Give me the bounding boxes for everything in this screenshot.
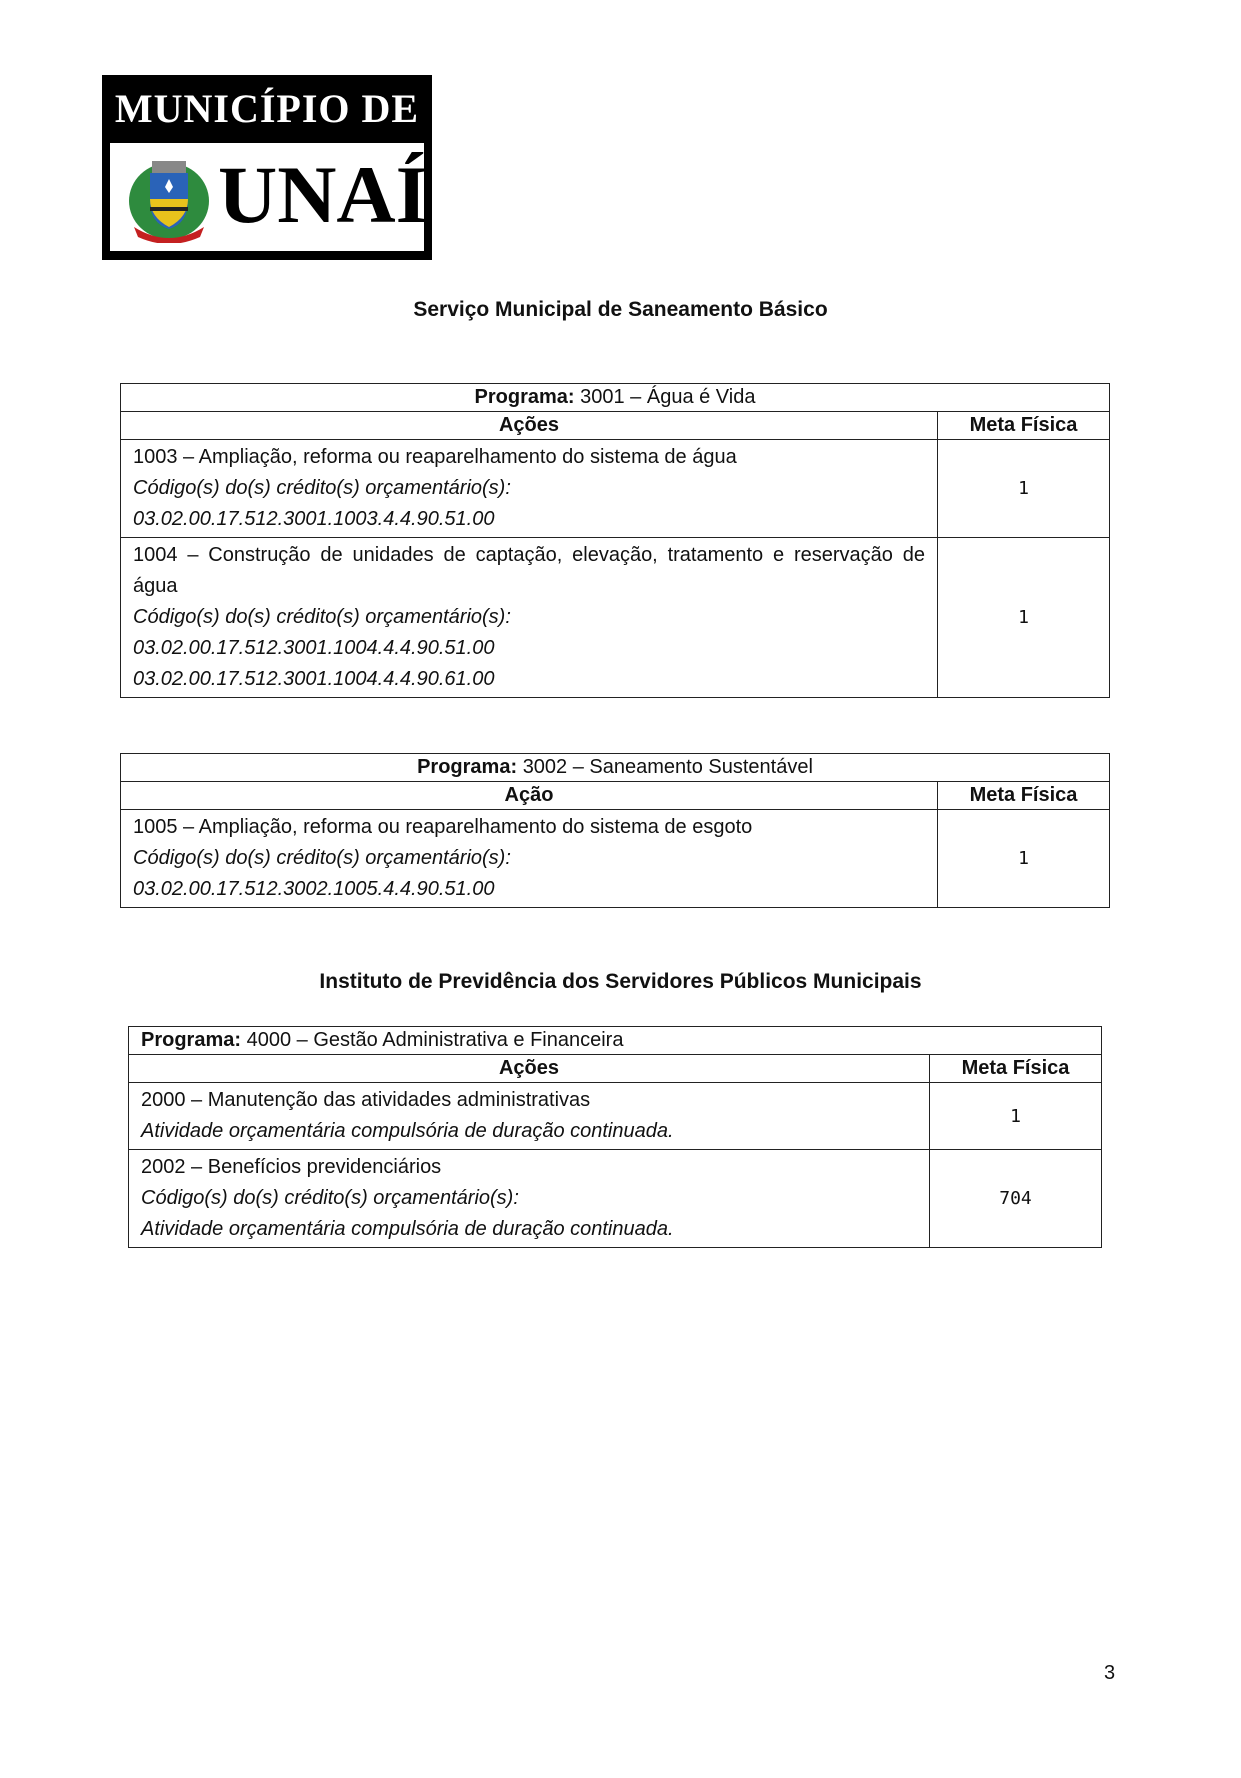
- page-number: 3: [1104, 1662, 1116, 1684]
- column-header-acoes: Ações: [129, 1055, 930, 1083]
- meta-value: 704: [930, 1150, 1102, 1248]
- column-header-acao: Ação: [121, 782, 938, 810]
- action-cell: 1005 – Ampliação, reforma ou reaparelhamento do sistema de esgoto Código(s) do(s) crédito(s) orçamentário(s): 03.02.00.17.512.3002.1005.4.4.90.51.00: [121, 810, 938, 908]
- section-title-previdencia: Instituto de Previdência dos Servidores Públicos Municipais: [319, 970, 922, 993]
- column-header-meta: Meta Física: [938, 412, 1110, 440]
- program-table-4000: [128, 1026, 1102, 1248]
- coat-of-arms-icon: [124, 153, 214, 243]
- municipality-logo: [102, 75, 432, 260]
- table-row: [129, 1083, 1102, 1150]
- program-header: Programa: 4000 – Gestão Administrativa e Financeira: [129, 1027, 1102, 1055]
- column-header-meta: Meta Física: [938, 782, 1110, 810]
- action-cell: 2002 – Benefícios previdenciários Código(s) do(s) crédito(s) orçamentário(s): Atividade orçamentária compulsória de duração continuada.: [129, 1150, 930, 1248]
- logo-inner-box: [110, 143, 428, 251]
- table-row: [121, 440, 1110, 538]
- action-cell: 1003 – Ampliação, reforma ou reaparelhamento do sistema de água Código(s) do(s) crédito(s) orçamentário(s): 03.02.00.17.512.3001.1003.4.4.90.51.00: [121, 440, 938, 538]
- program-header: Programa: 3001 – Água é Vida: [121, 384, 1110, 412]
- table-row: [121, 810, 1110, 908]
- table-row: [129, 1150, 1102, 1248]
- action-cell: 2000 – Manutenção das atividades administrativas Atividade orçamentária compulsória de duração continuada.: [129, 1083, 930, 1150]
- meta-value: 1: [930, 1083, 1102, 1150]
- logo-line-1: MUNICÍPIO DE: [114, 86, 420, 131]
- column-header-meta: Meta Física: [930, 1055, 1102, 1083]
- table-row: [121, 538, 1110, 698]
- action-cell: 1004 – Construção de unidades de captação, elevação, tratamento e reservação de água Código(s) do(s) crédito(s) orçamentário(s): 03.02.00.17.512.3001.1004.4.4.90.51.00 03.02.00.17.512.3001.1004.4.4.90.61.00: [121, 538, 938, 698]
- program-header: Programa: 3002 – Saneamento Sustentável: [121, 754, 1110, 782]
- logo-line-2: UNAÍ: [218, 149, 428, 240]
- meta-value: 1: [938, 440, 1110, 538]
- column-header-acoes: Ações: [121, 412, 938, 440]
- section-title-saneamento: Serviço Municipal de Saneamento Básico: [413, 298, 828, 321]
- meta-value: 1: [938, 538, 1110, 698]
- program-table-3002: [120, 753, 1110, 908]
- program-table-3001: [120, 383, 1110, 698]
- meta-value: 1: [938, 810, 1110, 908]
